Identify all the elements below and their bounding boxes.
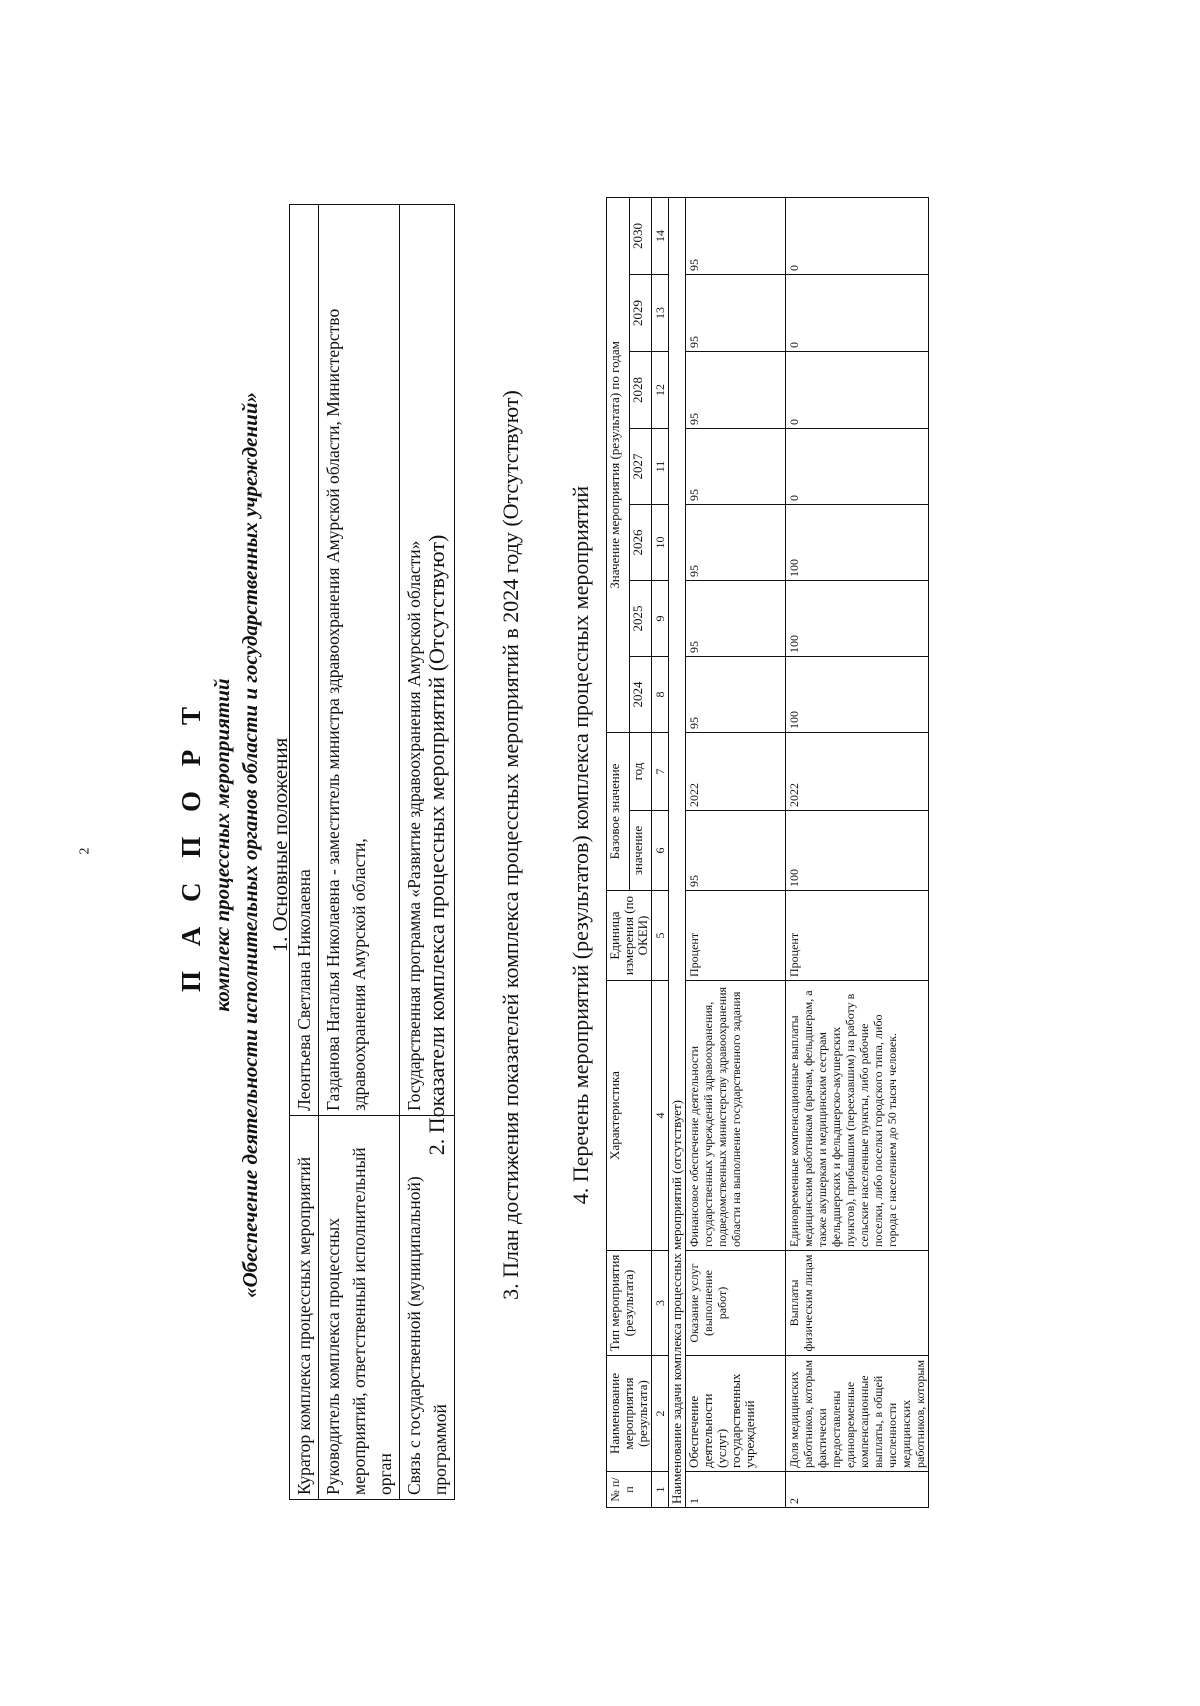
header-years-group: Значение мероприятия (результата) по годам xyxy=(607,197,630,732)
cell-year-value: 0 xyxy=(786,197,929,274)
row-label: Куратор комплекса процессных мероприятий xyxy=(290,1116,319,1500)
column-number-row xyxy=(652,197,669,1507)
row-value: Государственная программа «Развитие здравоохранения Амурской области» xyxy=(400,205,455,1116)
cell-unit: Процент xyxy=(786,891,929,981)
cell-unit: Процент xyxy=(686,891,786,981)
column-number: 2 xyxy=(652,1356,669,1472)
cell-base-year: 2022 xyxy=(786,732,929,810)
document-subtitle: комплекс процессных мероприятий xyxy=(210,678,234,1012)
cell-year-value: 95 xyxy=(686,274,786,351)
column-number: 9 xyxy=(652,580,669,656)
cell-year-value: 100 xyxy=(786,656,929,732)
column-number: 5 xyxy=(652,891,669,981)
header-year: 2025 xyxy=(629,580,652,656)
column-number: 14 xyxy=(652,197,669,274)
table-row xyxy=(786,197,929,1507)
column-number: 12 xyxy=(652,351,669,428)
document-title: П А С П О Р Т xyxy=(176,698,206,993)
header-type: Тип мероприятия (результата) xyxy=(607,1251,652,1356)
section3-heading: 3. План достижения показателей комплекса процессных мероприятий в 2024 году (Отсутствуют) xyxy=(498,390,523,1300)
page-number: 2 xyxy=(77,847,93,855)
column-number: 10 xyxy=(652,504,669,580)
header-num: № п/п xyxy=(607,1472,652,1508)
header-name: Наименование мероприятия (результата) xyxy=(607,1356,652,1472)
header-characteristic: Характеристика xyxy=(607,981,652,1251)
header-year: 2027 xyxy=(629,428,652,504)
table-row xyxy=(319,205,400,1500)
header-year: 2030 xyxy=(629,197,652,274)
activities-table xyxy=(606,197,929,1508)
column-number: 13 xyxy=(652,274,669,351)
task-name: Наименование задачи комплекса процессных мероприятий (отсутствует) xyxy=(669,197,686,1507)
cell-year-value: 95 xyxy=(686,580,786,656)
cell-year-value: 95 xyxy=(686,351,786,428)
cell-base-value: 100 xyxy=(786,811,929,891)
column-number: 7 xyxy=(652,732,669,810)
cell-base-value: 95 xyxy=(686,811,786,891)
header-year: 2026 xyxy=(629,504,652,580)
column-number: 1 xyxy=(652,1472,669,1508)
cell-base-year: 2022 xyxy=(686,732,786,810)
cell-year-value: 95 xyxy=(686,428,786,504)
column-number: 8 xyxy=(652,656,669,732)
row-value: Леонтьева Светлана Николаевна xyxy=(290,205,319,1116)
header-unit: Единица измерения (по ОКЕИ) xyxy=(607,891,652,981)
cell-year-value: 95 xyxy=(686,656,786,732)
cell-year-value: 100 xyxy=(786,504,929,580)
cell-type: Выплаты физическим лицам xyxy=(786,1251,929,1356)
column-number: 6 xyxy=(652,811,669,891)
cell-year-value: 0 xyxy=(786,274,929,351)
cell-num: 2 xyxy=(786,1472,929,1508)
column-number: 3 xyxy=(652,1251,669,1356)
cell-year-value: 95 xyxy=(686,504,786,580)
cell-name: Доля медицинских работников, которым фактически предоставлены единовременные компенсационные выплаты, в общей численности медицинских работников, которым xyxy=(786,1356,929,1472)
cell-year-value: 0 xyxy=(786,428,929,504)
header-base-year: год xyxy=(629,732,652,810)
header-year: 2029 xyxy=(629,274,652,351)
task-row xyxy=(669,197,686,1507)
cell-characteristic: Финансовое обеспечение деятельности государственных учреждений здравоохранения, подведомственных министерству здравоохранения области на выполнение государственного задания xyxy=(686,981,786,1251)
cell-num: 1 xyxy=(686,1472,786,1508)
header-year: 2028 xyxy=(629,351,652,428)
column-number: 11 xyxy=(652,428,669,504)
header-year: 2024 xyxy=(629,656,652,732)
header-base-group: Базовое значение xyxy=(607,732,630,890)
cell-year-value: 0 xyxy=(786,351,929,428)
cell-year-value: 100 xyxy=(786,580,929,656)
document-subtitle-program: «Обеспечение деятельности исполнительных органов области и государственных учреждений» xyxy=(238,391,262,1299)
header-row xyxy=(607,197,630,1507)
section4-heading: 4. Перечень мероприятий (результатов) комплекса процессных мероприятий xyxy=(568,485,593,1205)
section2-heading: 2. Показатели комплекса процессных мероприятий (Отсутствуют) xyxy=(424,534,449,1156)
row-value: Газданова Наталья Николаевна - заместитель министра здравоохранения Амурской области, Министерство здравоохранения Амурской области, xyxy=(319,205,400,1116)
section1-heading: 1. Основные положения xyxy=(268,737,292,953)
column-number: 4 xyxy=(652,981,669,1251)
header-base-value: значение xyxy=(629,811,652,891)
table-row xyxy=(290,205,319,1500)
cell-year-value: 95 xyxy=(686,197,786,274)
cell-characteristic: Единовременные компенсационные выплаты медицинским работникам (врачам, фельдшерам, а также акушеркам и медицинским сестрам фельдшерских и фельдшерско-акушерских пунктов), прибывшим (переехавшим) на работу в сельские населенные пункты, либо рабочие поселки, либо поселки городского типа, либо города с населением до 50 тысяч человек. xyxy=(786,981,929,1251)
rotated-document xyxy=(176,85,1136,1605)
table-row xyxy=(686,197,786,1507)
row-label: Руководитель комплекса процессных мероприятий, ответственный исполнительный орган xyxy=(319,1116,400,1500)
cell-name: Обеспечение деятельности (услуг) государственных учреждений xyxy=(686,1356,786,1472)
cell-type: Оказание услуг (выполнение работ) xyxy=(686,1251,786,1356)
row-label: Связь с государственной (муниципальной) программой xyxy=(400,1116,455,1500)
